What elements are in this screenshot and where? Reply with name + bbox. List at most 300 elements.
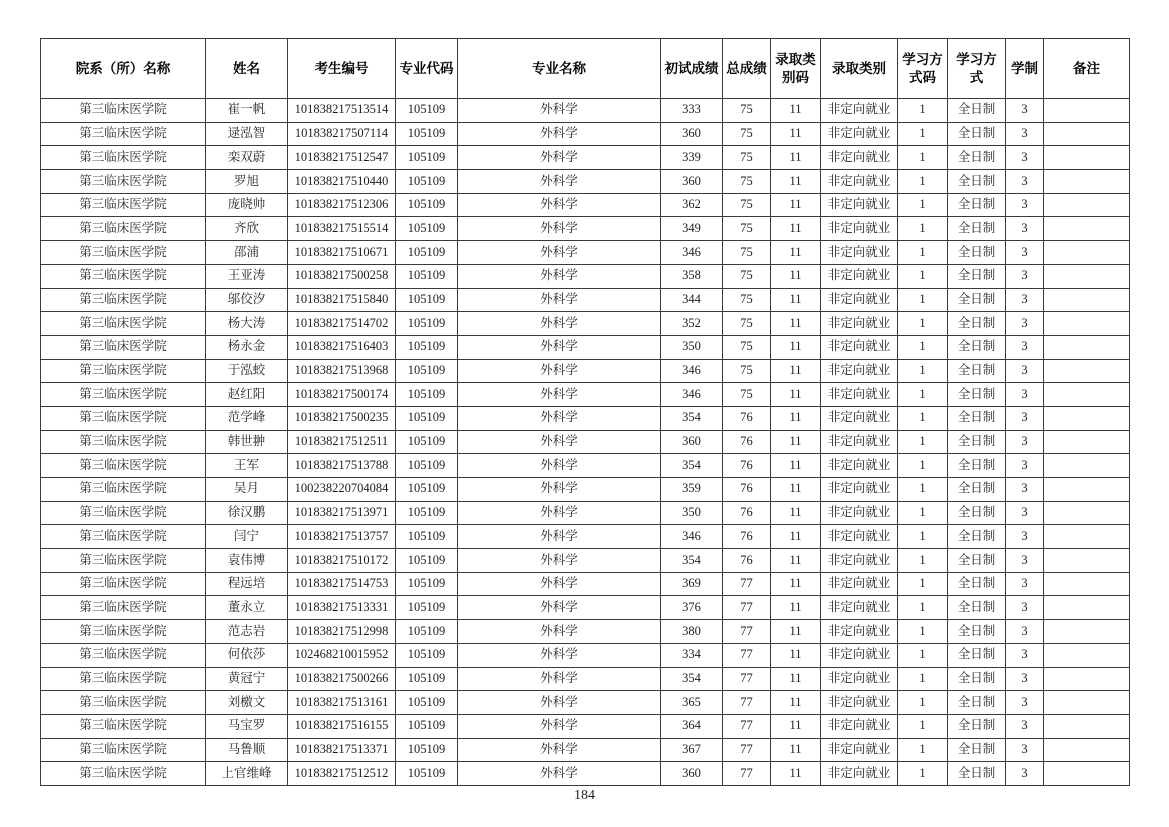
table-cell: 第三临床医学院: [41, 406, 206, 430]
table-cell: 3: [1006, 288, 1044, 312]
table-cell: 外科学: [458, 454, 661, 478]
table-cell: [1044, 335, 1130, 359]
table-cell: 全日制: [948, 383, 1006, 407]
table-cell: 334: [661, 643, 723, 667]
table-cell: 365: [661, 691, 723, 715]
page-number: 184: [574, 788, 595, 803]
table-cell: 杨大涛: [206, 312, 288, 336]
table-cell: 350: [661, 335, 723, 359]
table-cell: 102468210015952: [288, 643, 396, 667]
table-cell: 外科学: [458, 335, 661, 359]
table-cell: 3: [1006, 667, 1044, 691]
table-cell: 3: [1006, 406, 1044, 430]
table-cell: 外科学: [458, 525, 661, 549]
table-cell: 马鲁顺: [206, 738, 288, 762]
table-cell: 1: [898, 312, 948, 336]
table-cell: 77: [723, 596, 771, 620]
table-row: [41, 146, 1130, 170]
table-cell: [1044, 572, 1130, 596]
table-row: [41, 549, 1130, 573]
table-row: [41, 430, 1130, 454]
table-cell: 外科学: [458, 312, 661, 336]
table-cell: 11: [771, 643, 821, 667]
table-cell: 3: [1006, 549, 1044, 573]
table-cell: 外科学: [458, 691, 661, 715]
table-cell: 76: [723, 549, 771, 573]
table-cell: 380: [661, 620, 723, 644]
table-cell: 全日制: [948, 691, 1006, 715]
table-row: [41, 122, 1130, 146]
table-row: [41, 99, 1130, 123]
table-cell: 非定向就业: [821, 122, 898, 146]
table-cell: 11: [771, 312, 821, 336]
table-cell: [1044, 454, 1130, 478]
table-cell: 101838217510440: [288, 170, 396, 194]
table-cell: [1044, 170, 1130, 194]
table-cell: 王亚涛: [206, 264, 288, 288]
table-cell: 外科学: [458, 193, 661, 217]
table-cell: 359: [661, 478, 723, 502]
table-row: [41, 359, 1130, 383]
table-cell: 外科学: [458, 170, 661, 194]
table-body: [41, 99, 1130, 786]
table-row: [41, 383, 1130, 407]
table-row: [41, 478, 1130, 502]
table-cell: [1044, 738, 1130, 762]
table-cell: 全日制: [948, 454, 1006, 478]
table-cell: 非定向就业: [821, 312, 898, 336]
table-cell: 1: [898, 478, 948, 502]
table-cell: 3: [1006, 620, 1044, 644]
table-cell: 齐欣: [206, 217, 288, 241]
table-row: [41, 217, 1130, 241]
table-cell: 11: [771, 122, 821, 146]
table-header-row: [41, 39, 1130, 99]
table-cell: 369: [661, 572, 723, 596]
table-cell: 外科学: [458, 430, 661, 454]
table-cell: 101838217500235: [288, 406, 396, 430]
table-cell: 1: [898, 620, 948, 644]
table-cell: 75: [723, 241, 771, 265]
table-cell: 3: [1006, 738, 1044, 762]
table-cell: 第三临床医学院: [41, 549, 206, 573]
table-cell: 105109: [396, 193, 458, 217]
table-cell: 75: [723, 383, 771, 407]
table-cell: 3: [1006, 454, 1044, 478]
table-cell: 105109: [396, 99, 458, 123]
table-row: [41, 525, 1130, 549]
table-cell: 第三临床医学院: [41, 146, 206, 170]
table-cell: 77: [723, 738, 771, 762]
table-cell: 全日制: [948, 667, 1006, 691]
table-cell: 1: [898, 359, 948, 383]
table-cell: 于泓蛟: [206, 359, 288, 383]
table-cell: 1: [898, 762, 948, 786]
table-cell: 11: [771, 620, 821, 644]
table-cell: 75: [723, 146, 771, 170]
table-cell: [1044, 406, 1130, 430]
table-cell: 105109: [396, 572, 458, 596]
table-cell: 邵浦: [206, 241, 288, 265]
table-cell: 非定向就业: [821, 99, 898, 123]
table-cell: 1: [898, 193, 948, 217]
table-row: [41, 288, 1130, 312]
table-cell: 非定向就业: [821, 241, 898, 265]
table-cell: 349: [661, 217, 723, 241]
table-cell: 3: [1006, 762, 1044, 786]
table-cell: 第三临床医学院: [41, 572, 206, 596]
table-cell: 76: [723, 454, 771, 478]
table-cell: 354: [661, 406, 723, 430]
table-cell: 全日制: [948, 549, 1006, 573]
table-cell: 范学峰: [206, 406, 288, 430]
table-cell: 第三临床医学院: [41, 762, 206, 786]
table-cell: 101838217512512: [288, 762, 396, 786]
table-cell: 外科学: [458, 667, 661, 691]
table-cell: 105109: [396, 667, 458, 691]
table-cell: 101838217513971: [288, 501, 396, 525]
table-cell: 75: [723, 122, 771, 146]
table-cell: 非定向就业: [821, 406, 898, 430]
table-cell: 75: [723, 264, 771, 288]
table-row: [41, 312, 1130, 336]
table-cell: 11: [771, 738, 821, 762]
table-cell: 董永立: [206, 596, 288, 620]
table-cell: 11: [771, 146, 821, 170]
table-cell: [1044, 501, 1130, 525]
table-cell: 101838217510671: [288, 241, 396, 265]
table-row: [41, 335, 1130, 359]
table-cell: 346: [661, 383, 723, 407]
table-cell: 杨永金: [206, 335, 288, 359]
table-cell: 77: [723, 572, 771, 596]
table-row: [41, 406, 1130, 430]
table-cell: 1: [898, 691, 948, 715]
table-cell: 11: [771, 572, 821, 596]
table-cell: 11: [771, 264, 821, 288]
table-cell: 3: [1006, 122, 1044, 146]
table-cell: 101838217512306: [288, 193, 396, 217]
table-cell: 非定向就业: [821, 430, 898, 454]
table-cell: 101838217500266: [288, 667, 396, 691]
table-cell: 376: [661, 596, 723, 620]
table-cell: 外科学: [458, 146, 661, 170]
table-cell: 外科学: [458, 714, 661, 738]
table-cell: 75: [723, 312, 771, 336]
table-cell: [1044, 312, 1130, 336]
table-cell: 全日制: [948, 264, 1006, 288]
table-cell: 3: [1006, 383, 1044, 407]
table-cell: 101838217516403: [288, 335, 396, 359]
column-header: 学习方式: [948, 39, 1006, 99]
table-cell: 101838217513371: [288, 738, 396, 762]
column-header: 院系（所）名称: [41, 39, 206, 99]
table-cell: 105109: [396, 264, 458, 288]
table-cell: 77: [723, 643, 771, 667]
table-cell: 11: [771, 383, 821, 407]
table-cell: 非定向就业: [821, 170, 898, 194]
table-cell: 非定向就业: [821, 667, 898, 691]
table-cell: 105109: [396, 217, 458, 241]
table-cell: 非定向就业: [821, 501, 898, 525]
table-cell: 11: [771, 430, 821, 454]
table-cell: 全日制: [948, 762, 1006, 786]
table-cell: 全日制: [948, 312, 1006, 336]
table-cell: 第三临床医学院: [41, 478, 206, 502]
table-cell: 11: [771, 99, 821, 123]
table-cell: 第三临床医学院: [41, 691, 206, 715]
table-cell: 1: [898, 549, 948, 573]
table-cell: 105109: [396, 335, 458, 359]
table-cell: 11: [771, 335, 821, 359]
table-cell: 全日制: [948, 501, 1006, 525]
table-cell: 邬佼汐: [206, 288, 288, 312]
table-cell: 105109: [396, 549, 458, 573]
table-cell: 11: [771, 454, 821, 478]
table-cell: 1: [898, 241, 948, 265]
table-cell: 非定向就业: [821, 738, 898, 762]
table-cell: 外科学: [458, 549, 661, 573]
table-cell: 339: [661, 146, 723, 170]
table-cell: 全日制: [948, 170, 1006, 194]
table-cell: 外科学: [458, 643, 661, 667]
table-cell: 101838217516155: [288, 714, 396, 738]
table-cell: 刘檄文: [206, 691, 288, 715]
table-cell: 第三临床医学院: [41, 596, 206, 620]
table-cell: 全日制: [948, 525, 1006, 549]
table-cell: 77: [723, 667, 771, 691]
table-cell: 360: [661, 122, 723, 146]
table-cell: 105109: [396, 596, 458, 620]
table-cell: 第三临床医学院: [41, 643, 206, 667]
table-cell: 赵红阳: [206, 383, 288, 407]
table-cell: 1: [898, 288, 948, 312]
table-cell: 外科学: [458, 99, 661, 123]
table-cell: [1044, 264, 1130, 288]
table-cell: 1: [898, 264, 948, 288]
table-cell: 1: [898, 335, 948, 359]
table-cell: 1: [898, 525, 948, 549]
table-row: [41, 264, 1130, 288]
table-cell: 栾双蔚: [206, 146, 288, 170]
table-cell: 3: [1006, 359, 1044, 383]
table-cell: 101838217512998: [288, 620, 396, 644]
table-row: [41, 714, 1130, 738]
table-cell: 非定向就业: [821, 217, 898, 241]
table-cell: 77: [723, 620, 771, 644]
table-cell: [1044, 525, 1130, 549]
table-cell: 101838217515514: [288, 217, 396, 241]
table-cell: 77: [723, 762, 771, 786]
table-cell: 76: [723, 525, 771, 549]
table-cell: 350: [661, 501, 723, 525]
table-cell: 11: [771, 359, 821, 383]
table-cell: 76: [723, 478, 771, 502]
table-cell: 全日制: [948, 620, 1006, 644]
table-cell: 全日制: [948, 241, 1006, 265]
table-cell: 非定向就业: [821, 762, 898, 786]
table-cell: 3: [1006, 643, 1044, 667]
table-row: [41, 241, 1130, 265]
table-cell: 王军: [206, 454, 288, 478]
table-cell: 105109: [396, 478, 458, 502]
table-cell: [1044, 241, 1130, 265]
table-cell: 全日制: [948, 714, 1006, 738]
table-cell: 1: [898, 454, 948, 478]
column-header: 学制: [1006, 39, 1044, 99]
table-cell: 外科学: [458, 596, 661, 620]
table-cell: 外科学: [458, 264, 661, 288]
table-cell: 1: [898, 643, 948, 667]
table-cell: 105109: [396, 146, 458, 170]
table-row: [41, 454, 1130, 478]
table-cell: [1044, 549, 1130, 573]
table-cell: 105109: [396, 430, 458, 454]
table-cell: 第三临床医学院: [41, 193, 206, 217]
table-cell: 77: [723, 691, 771, 715]
table-cell: 11: [771, 549, 821, 573]
table-cell: 1: [898, 122, 948, 146]
table-cell: 非定向就业: [821, 620, 898, 644]
table-cell: 徐汉鹏: [206, 501, 288, 525]
table-cell: 101838217512547: [288, 146, 396, 170]
table-cell: 11: [771, 691, 821, 715]
table-cell: 346: [661, 525, 723, 549]
table-cell: 367: [661, 738, 723, 762]
table-cell: 非定向就业: [821, 572, 898, 596]
column-header: 考生编号: [288, 39, 396, 99]
table-cell: 非定向就业: [821, 549, 898, 573]
table-cell: 第三临床医学院: [41, 217, 206, 241]
table-cell: 344: [661, 288, 723, 312]
table-cell: 何依莎: [206, 643, 288, 667]
table-row: [41, 596, 1130, 620]
table-cell: 11: [771, 288, 821, 312]
table-cell: 101838217513968: [288, 359, 396, 383]
table-cell: 11: [771, 667, 821, 691]
table-cell: 第三临床医学院: [41, 312, 206, 336]
table-cell: 全日制: [948, 359, 1006, 383]
table-cell: 第三临床医学院: [41, 122, 206, 146]
table-cell: 11: [771, 762, 821, 786]
table-cell: 105109: [396, 714, 458, 738]
table-cell: 105109: [396, 406, 458, 430]
table-cell: 1: [898, 383, 948, 407]
table-cell: [1044, 596, 1130, 620]
table-cell: 360: [661, 170, 723, 194]
table-cell: 庞晓帅: [206, 193, 288, 217]
table-cell: 100238220704084: [288, 478, 396, 502]
table-cell: 范志岩: [206, 620, 288, 644]
table-cell: 352: [661, 312, 723, 336]
table-cell: 76: [723, 430, 771, 454]
table-cell: 全日制: [948, 193, 1006, 217]
table-cell: 外科学: [458, 620, 661, 644]
column-header: 录取类别码: [771, 39, 821, 99]
table-cell: 非定向就业: [821, 288, 898, 312]
table-cell: 3: [1006, 596, 1044, 620]
table-cell: 75: [723, 170, 771, 194]
table-cell: 外科学: [458, 288, 661, 312]
table-cell: 第三临床医学院: [41, 288, 206, 312]
table-cell: 101838217513331: [288, 596, 396, 620]
table-cell: [1044, 193, 1130, 217]
table-cell: [1044, 714, 1130, 738]
table-cell: 第三临床医学院: [41, 264, 206, 288]
table-cell: 第三临床医学院: [41, 525, 206, 549]
table-cell: 全日制: [948, 217, 1006, 241]
column-header: 总成绩: [723, 39, 771, 99]
table-cell: [1044, 667, 1130, 691]
table-cell: 105109: [396, 738, 458, 762]
table-cell: 黄冠宁: [206, 667, 288, 691]
table-cell: [1044, 359, 1130, 383]
table-cell: [1044, 762, 1130, 786]
table-cell: 11: [771, 406, 821, 430]
table-cell: 第三临床医学院: [41, 383, 206, 407]
table-cell: 105109: [396, 383, 458, 407]
table-cell: 非定向就业: [821, 643, 898, 667]
table-cell: 76: [723, 501, 771, 525]
table-cell: 360: [661, 762, 723, 786]
table-cell: 101838217513788: [288, 454, 396, 478]
table-cell: 外科学: [458, 359, 661, 383]
table-cell: [1044, 217, 1130, 241]
table-cell: 1: [898, 738, 948, 762]
table-row: [41, 170, 1130, 194]
column-header: 初试成绩: [661, 39, 723, 99]
table-cell: 11: [771, 193, 821, 217]
table-cell: 105109: [396, 691, 458, 715]
table-cell: 1: [898, 217, 948, 241]
table-cell: 354: [661, 549, 723, 573]
table-cell: 11: [771, 501, 821, 525]
table-cell: 马宝罗: [206, 714, 288, 738]
table-cell: 11: [771, 170, 821, 194]
table-cell: 非定向就业: [821, 596, 898, 620]
table-cell: 全日制: [948, 146, 1006, 170]
table-cell: 11: [771, 714, 821, 738]
table-cell: 354: [661, 454, 723, 478]
table-cell: 外科学: [458, 122, 661, 146]
table-cell: 非定向就业: [821, 454, 898, 478]
table-cell: 11: [771, 525, 821, 549]
table-cell: 非定向就业: [821, 714, 898, 738]
table-cell: 第三临床医学院: [41, 170, 206, 194]
table-cell: 101838217514753: [288, 572, 396, 596]
table-cell: 3: [1006, 478, 1044, 502]
table-cell: 非定向就业: [821, 383, 898, 407]
table-cell: 第三临床医学院: [41, 454, 206, 478]
table-cell: 第三临床医学院: [41, 667, 206, 691]
table-cell: 101838217515840: [288, 288, 396, 312]
table-cell: 1: [898, 667, 948, 691]
table-cell: 第三临床医学院: [41, 99, 206, 123]
table-cell: 11: [771, 241, 821, 265]
table-cell: [1044, 430, 1130, 454]
table-cell: [1044, 643, 1130, 667]
table-cell: 全日制: [948, 288, 1006, 312]
table-cell: 3: [1006, 170, 1044, 194]
table-cell: 1: [898, 170, 948, 194]
table-cell: 3: [1006, 335, 1044, 359]
table-cell: 346: [661, 241, 723, 265]
table-cell: 358: [661, 264, 723, 288]
table-row: [41, 193, 1130, 217]
table-cell: 3: [1006, 501, 1044, 525]
table-cell: 外科学: [458, 217, 661, 241]
table-row: [41, 643, 1130, 667]
